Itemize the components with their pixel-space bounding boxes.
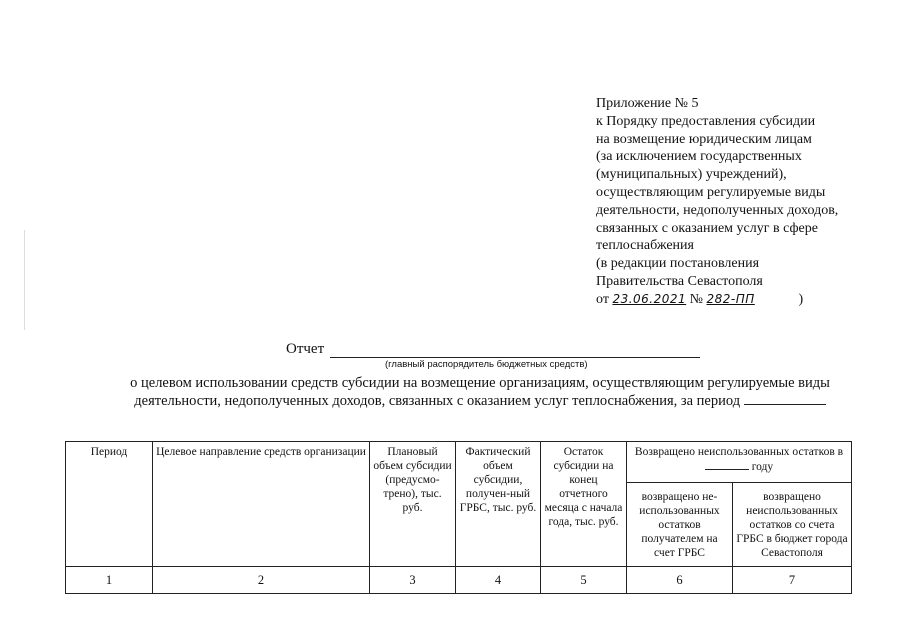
report-subcaption: (главный распорядитель бюджетных средств) — [385, 359, 588, 370]
column-number: 2 — [153, 567, 370, 594]
description-line-1: о целевом использовании средств субсидии на возмещение организациям, осуществляющим регулируемые виды — [130, 375, 830, 391]
appendix-line: теплоснабжения — [596, 238, 694, 254]
period-blank — [744, 392, 826, 405]
header-remainder: Остаток субсидии на конец отчетного месяца с начала года, тыс. руб. — [541, 442, 627, 567]
column-number: 5 — [541, 567, 627, 594]
report-blank-line — [330, 357, 700, 358]
appendix-line: деятельности, недополученных доходов, — [596, 202, 839, 218]
appendix-line: Правительства Севастополя — [596, 273, 763, 289]
header-returned — [627, 442, 852, 483]
header-actual: Фактический объем субсидии, получен-ный ГРБС, тыс. руб. — [456, 442, 541, 567]
header-returned-recipient: возвращено не-использованных остатков получателем на счет ГРБС — [627, 483, 733, 567]
appendix-line: (муниципальных) учреждений), — [596, 167, 787, 183]
header-returned-budget: возвращено неиспользованных остатков со счета ГРБС в бюджет города Севастополя — [733, 483, 852, 567]
column-number: 1 — [66, 567, 153, 594]
appendix-line: (в редакции постановления — [596, 256, 760, 272]
column-number: 4 — [456, 567, 541, 594]
header-planned: Плановый объем субсидии (предусмо-трено), тыс. руб. — [370, 442, 456, 567]
header-returned-suffix: году — [751, 461, 774, 473]
appendix-line: к Порядку предоставления субсидии — [596, 113, 816, 129]
appendix-line: (за исключением государственных — [596, 149, 802, 165]
header-period: Период — [66, 442, 153, 567]
header-purpose: Целевое направление средств организации — [153, 442, 370, 567]
description-line-2 — [80, 392, 880, 410]
report-description — [80, 374, 880, 410]
appendix-line: Приложение № 5 — [596, 96, 699, 111]
year-blank — [705, 459, 749, 470]
handwritten-number: 282-ПП — [706, 291, 755, 306]
close-paren: ) — [798, 291, 804, 307]
description-line-2-text: деятельности, недополученных доходов, связанных с оказанием услуг теплоснабжения, за период — [134, 393, 741, 409]
appendix-line: на возмещение юридическим лицам — [596, 131, 812, 147]
handwritten-date: 23.06.2021 — [612, 291, 687, 306]
appendix-date-line — [596, 291, 896, 309]
report-title: Отчет — [286, 341, 325, 357]
column-number: 7 — [733, 567, 852, 594]
scan-margin-mark — [24, 230, 25, 330]
appendix-block — [596, 95, 896, 309]
column-number: 6 — [627, 567, 733, 594]
appendix-line: осуществляющим регулируемые виды — [596, 184, 826, 200]
header-returned-prefix: Возвращено неиспользованных остатков в — [634, 446, 844, 458]
number-sign: № — [689, 291, 704, 307]
report-table — [65, 441, 852, 594]
date-prefix: от — [596, 291, 609, 307]
appendix-line: связанных с оказанием услуг в сфере — [596, 220, 818, 236]
column-number: 3 — [370, 567, 456, 594]
